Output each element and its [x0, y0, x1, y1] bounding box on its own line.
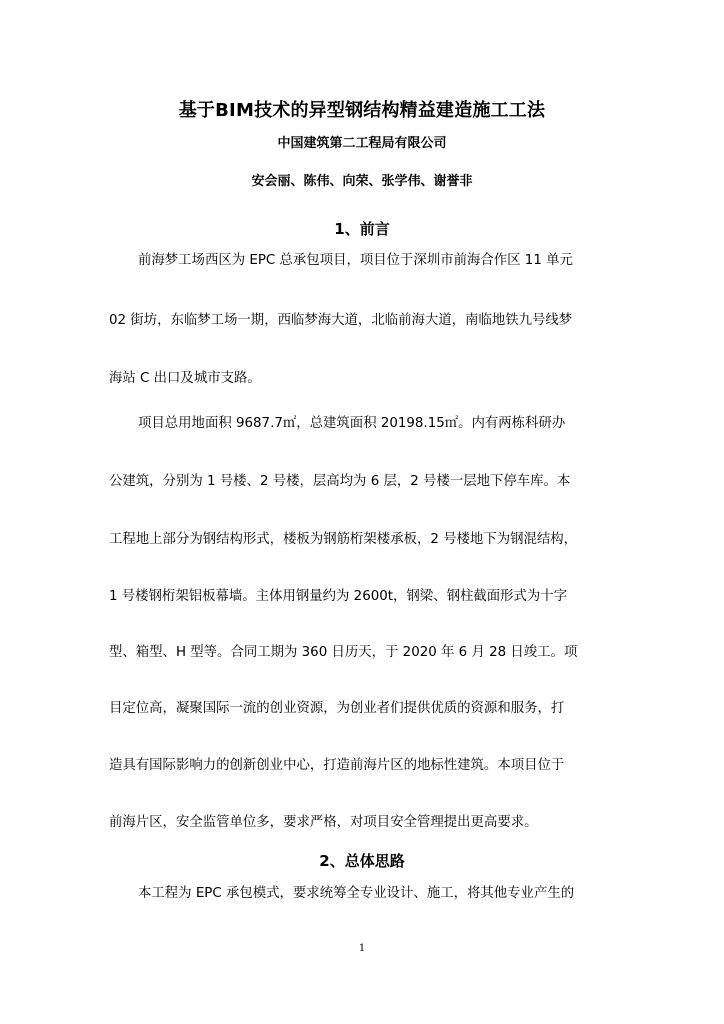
paragraph-line: 前海梦工场西区为 EPC 总承包项目，项目位于深圳市前海合作区 11 单元: [138, 253, 573, 268]
paragraph-line: 公建筑，分别为 1 号楼、2 号楼，层高均为 6 层，2 号楼一层地下停车库。本: [109, 474, 571, 489]
document-title: 基于BIM技术的异型钢结构精益建造施工工法: [178, 100, 546, 121]
paragraph-line: 本工程为 EPC 承包模式，要求统筹全专业设计、施工，将其他专业产生的: [138, 886, 575, 901]
section-heading-approach: 2、总体思路: [319, 852, 405, 870]
paragraph-line: 海站 C 出口及城市支路。: [109, 371, 261, 386]
paragraph-line: 工程地上部分为钢结构形式，楼板为钢筋桁架楼承板，2 号楼地下为钢混结构，: [109, 532, 578, 547]
paragraph-line: 造具有国际影响力的创新创业中心，打造前海片区的地标性建筑。本项目位于: [109, 758, 565, 773]
paragraph-line: 目定位高，凝聚国际一流的创业资源，为创业者们提供优质的资源和服务，打: [109, 701, 565, 716]
paragraph-line: 型、箱型、H 型等。合同工期为 360 日历天，于 2020 年 6 月 28 日竣工。项: [109, 645, 578, 660]
paragraph-line: 1 号楼钢桁架铝板幕墙。主体用钢量约为 2600t，钢梁、钢柱截面形式为十字: [109, 589, 568, 604]
page-number: 1: [358, 943, 366, 954]
authors: 安会丽、陈伟、向荣、张学伟、谢誉非: [251, 174, 473, 189]
paragraph-line: 项目总用地面积 9687.7㎡，总建筑面积 20198.15㎡。内有两栋科研办: [138, 416, 566, 431]
paragraph-line: 前海片区，安全监管单位多，要求严格，对项目安全管理提出更高要求。: [109, 815, 538, 830]
section-heading-preface: 1、前言: [334, 220, 390, 238]
affiliation: 中国建筑第二工程局有限公司: [277, 136, 447, 151]
paragraph-line: 02 街坊，东临梦工场一期，西临梦海大道，北临前海大道，南临地铁九号线梦: [109, 313, 573, 328]
